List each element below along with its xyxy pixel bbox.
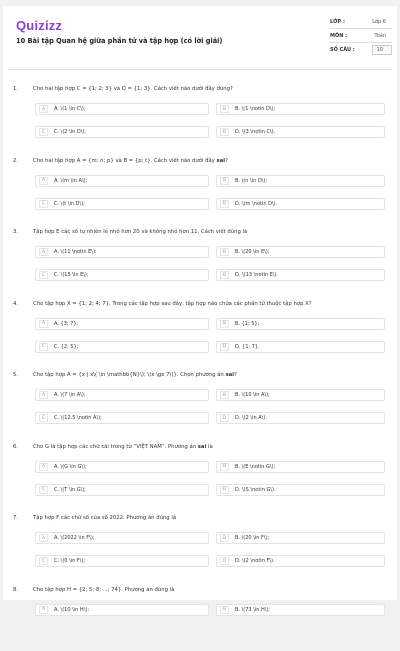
option-d[interactable] [216, 484, 385, 496]
question-3 [3, 222, 397, 294]
option-letter: A [39, 391, 48, 399]
question-text-part: Cho hai tập hợp A = {m; n; p} và B = {p; t}. Cách viết nào dưới đây [33, 158, 217, 164]
question-text: Tập hợp F các chữ số của số 2022. Phương án đúng là [33, 515, 176, 521]
option-text: D. \(m \notin D\). [235, 201, 277, 207]
question-text [33, 444, 213, 450]
option-text: A. \(11 \notin E\); [54, 249, 97, 255]
option-letter: D [220, 128, 229, 136]
option-letter: C [39, 343, 48, 351]
option-letter: D [220, 557, 229, 565]
option-text: B. \(n \in D\); [235, 178, 267, 184]
option-letter: C [39, 128, 48, 136]
question-text-part: là [206, 444, 212, 450]
emphasis-word: sai [225, 372, 234, 378]
option-text: A. \(7 \in A\); [54, 392, 86, 398]
option-text: B. \(20 \in F\); [235, 535, 269, 541]
option-d[interactable] [216, 341, 385, 353]
option-letter: B [220, 105, 229, 113]
emphasis-word: sai [217, 158, 226, 164]
option-text: B. \(10 \in A\); [235, 392, 270, 398]
worksheet-page [3, 6, 397, 600]
meta-value: Toán [375, 33, 393, 39]
question-text-part: ? [234, 372, 237, 378]
meta-row-grade [330, 15, 392, 29]
option-text: A. {3; 7}; [54, 321, 78, 327]
option-b[interactable] [216, 461, 385, 473]
option-letter: D [220, 343, 229, 351]
question-text [33, 158, 228, 164]
emphasis-word: sai [198, 444, 207, 450]
option-d[interactable] [216, 555, 385, 567]
option-text: A. \(m \in A\); [54, 178, 87, 184]
option-c[interactable] [35, 126, 209, 138]
option-b[interactable] [216, 175, 385, 187]
question-text-part: Cho tập hợp A = {x | x\( \in \mathbb{N}\); \(x \ge 7\)}. Chọn phương án [33, 372, 225, 378]
meta-row-subject [330, 29, 392, 43]
option-letter: B [220, 463, 229, 471]
option-text: C. \(12,5 \notin A\); [54, 415, 102, 421]
option-c[interactable] [35, 198, 209, 210]
question-5 [3, 365, 397, 437]
question-number: 7. [13, 515, 18, 521]
question-1 [3, 79, 397, 151]
option-letter: A [39, 606, 48, 614]
option-letter: D [220, 271, 229, 279]
option-b[interactable] [216, 604, 385, 616]
option-letter: C [39, 200, 48, 208]
option-letter: C [39, 557, 48, 565]
option-b[interactable] [216, 246, 385, 258]
option-text: B. \(73 \in H\); [235, 607, 270, 613]
question-7 [3, 508, 397, 580]
meta-label: MÔN : [330, 33, 347, 39]
worksheet-meta [330, 15, 392, 57]
meta-row-count [330, 43, 392, 57]
option-letter: B [220, 248, 229, 256]
question-text: Cho tập hợp H = {2; 5; 8; ...; 74}. Phương án đúng là [33, 587, 174, 593]
question-text: Cho tập hợp X = {1; 2; 4; 7}. Trong các tập hợp sau đây, tập hợp nào chứa các phần tử thuộc tập hợp X? [33, 301, 312, 307]
option-text: C. \(t \in D\); [54, 201, 85, 207]
question-number: 6. [13, 444, 18, 450]
question-8 [3, 580, 397, 651]
option-letter: A [39, 463, 48, 471]
option-letter: B [220, 320, 229, 328]
question-number: 4. [13, 301, 18, 307]
option-d[interactable] [216, 198, 385, 210]
option-letter: C [39, 414, 48, 422]
option-a[interactable] [35, 604, 209, 616]
question-text: Cho hai tập hợp C = {1; 2; 3} và D = {1; 3}. Cách viết nào dưới đây đúng? [33, 86, 233, 92]
option-b[interactable] [216, 389, 385, 401]
question-number: 2. [13, 158, 18, 164]
question-text-part: Cho G là tập hợp các chữ cái trong từ “VIỆT NAM”. Phương án [33, 444, 198, 450]
option-letter: B [220, 534, 229, 542]
option-letter: C [39, 271, 48, 279]
option-text: D. \(13 \notin E\). [235, 272, 278, 278]
question-number: 1. [13, 86, 18, 92]
question-count-box: 10 [372, 45, 392, 55]
option-text: C. \(15 \in E\); [54, 272, 89, 278]
worksheet-title: 10 Bài tập Quan hệ giữa phần tử và tập hợp (có lời giải) [16, 37, 222, 45]
option-letter: A [39, 105, 48, 113]
question-4 [3, 294, 397, 366]
option-a[interactable] [35, 461, 209, 473]
option-text: C. \(0 \in F\); [54, 558, 85, 564]
option-a[interactable] [35, 103, 209, 115]
option-a[interactable] [35, 389, 209, 401]
meta-label: LỚP : [330, 19, 345, 25]
option-b[interactable] [216, 318, 385, 330]
option-a[interactable] [35, 175, 209, 187]
option-c[interactable] [35, 269, 209, 281]
question-text [33, 372, 237, 378]
question-number: 8. [13, 587, 18, 593]
option-text: A. \(10 \in H\); [54, 607, 89, 613]
option-d[interactable] [216, 412, 385, 424]
option-text: C. \(T \in G\); [54, 487, 86, 493]
option-c[interactable] [35, 484, 209, 496]
option-text: B. \(1 \notin D\); [235, 106, 275, 112]
option-text: D. {1; 7}. [235, 344, 260, 350]
quizizz-logo: Quizizz [16, 18, 62, 33]
question-number: 5. [13, 372, 18, 378]
option-text: C. {2; 5}; [54, 344, 78, 350]
question-6 [3, 437, 397, 509]
header-divider [8, 69, 392, 70]
option-b[interactable] [216, 532, 385, 544]
option-letter: D [220, 414, 229, 422]
meta-label: SỐ CÂU : [330, 47, 355, 53]
option-letter: C [39, 486, 48, 494]
question-text-part: ? [225, 158, 228, 164]
option-text: D. \(2 \in A\). [235, 415, 267, 421]
option-text: B. {1; 5}; [235, 321, 259, 327]
question-text: Tập hợp E các số tự nhiên lẻ nhỏ hơn 20 và không nhỏ hơn 11. Cách viết đúng là [33, 229, 247, 235]
option-letter: A [39, 248, 48, 256]
option-d[interactable] [216, 269, 385, 281]
option-text: B. \(20 \in E\); [235, 249, 270, 255]
question-2 [3, 151, 397, 223]
option-text: C. \(2 \in D\); [54, 129, 86, 135]
option-letter: B [220, 177, 229, 185]
option-letter: A [39, 534, 48, 542]
option-text: D. \(2 \notin F\). [235, 558, 275, 564]
option-b[interactable] [216, 103, 385, 115]
option-text: A. \(G \in G\); [54, 464, 87, 470]
option-c[interactable] [35, 412, 209, 424]
meta-value: Lớp 6 [372, 19, 392, 25]
option-c[interactable] [35, 555, 209, 567]
option-text: A. \(2022 \in F\); [54, 535, 95, 541]
option-text: A. \(1 \in C\); [54, 106, 86, 112]
option-letter: A [39, 177, 48, 185]
option-c[interactable] [35, 341, 209, 353]
option-a[interactable] [35, 246, 209, 258]
option-text: D. \(S \notin G\). [235, 487, 276, 493]
option-a[interactable] [35, 532, 209, 544]
option-letter: D [220, 200, 229, 208]
option-text: D. \(3 \notin C\). [235, 129, 275, 135]
option-d[interactable] [216, 126, 385, 138]
option-letter: D [220, 486, 229, 494]
question-number: 3. [13, 229, 18, 235]
option-a[interactable] [35, 318, 209, 330]
question-list [3, 79, 397, 651]
option-letter: B [220, 606, 229, 614]
option-letter: B [220, 391, 229, 399]
option-letter: A [39, 320, 48, 328]
option-text: B. \(E \notin G\); [235, 464, 275, 470]
